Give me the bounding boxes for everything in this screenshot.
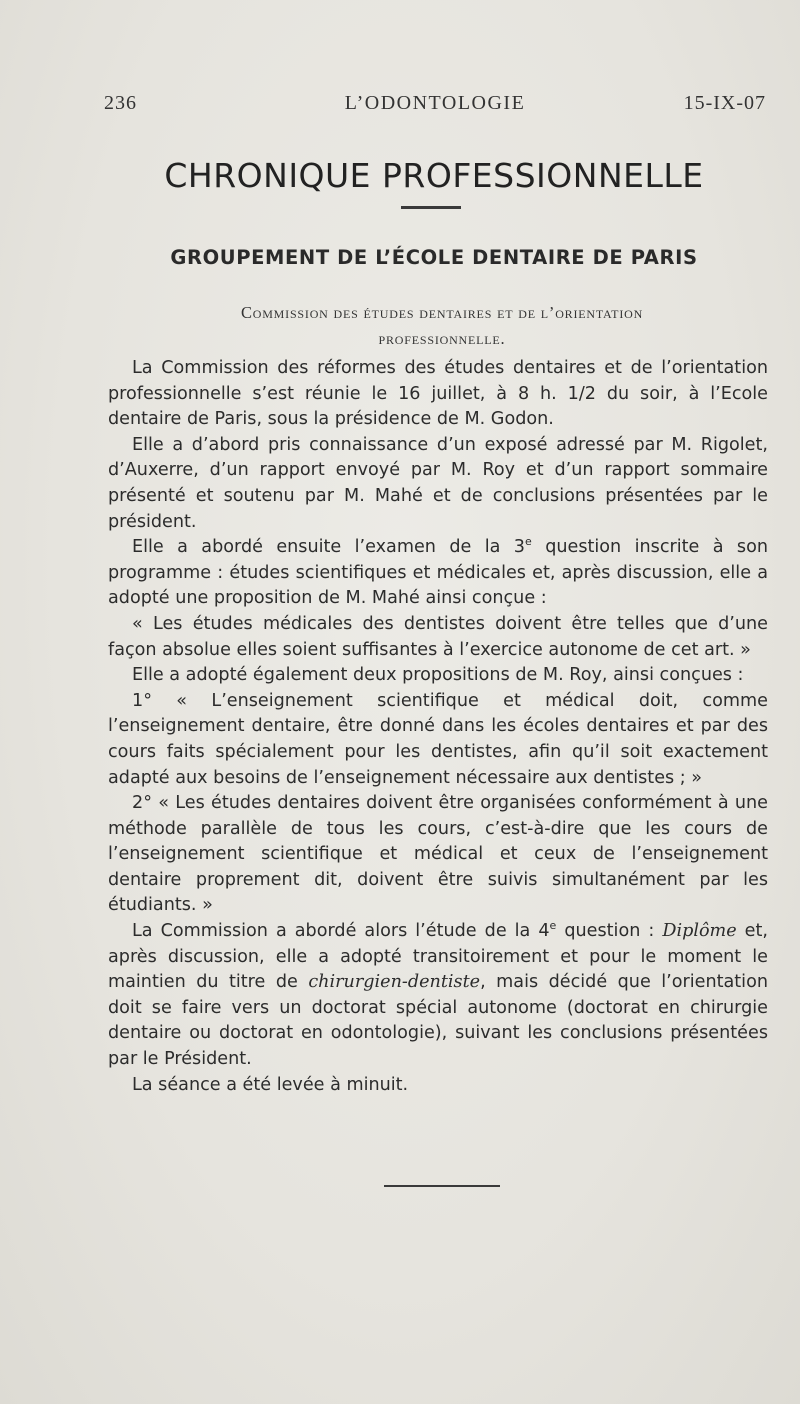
journal-title: L’ODONTOLOGIE <box>344 92 526 114</box>
end-rule <box>384 1185 500 1187</box>
paragraph-3-b: question inscrite à son programme : études scientifiques et médicales et, après discussion, elle a adopté une proposition de M. Mahé ainsi conçue : <box>108 537 769 609</box>
paragraph-8-b: question : <box>556 921 663 942</box>
section-title: CHRONIQUE PROFESSIONNELLE <box>164 156 704 195</box>
article-body <box>108 356 768 1098</box>
commission-heading-line1: Commission des études dentaires et de l’orientation <box>240 303 644 322</box>
paragraph-6-proposition-1 <box>108 689 768 791</box>
ordinal-sup: e <box>525 535 532 549</box>
commission-heading-line2: professionnelle. <box>378 329 506 348</box>
subsection-title: GROUPEMENT DE L’ÉCOLE DENTAIRE DE PARIS <box>170 246 698 269</box>
paragraph-3-a: Elle a abordé ensuite l’examen de la 3 <box>132 537 526 558</box>
italic-diplome: Diplôme <box>662 921 737 942</box>
proposition-text: « L’enseignement scientifique et médical doit, comme l’enseignement dentaire, être donné dans les écoles dentaires et par des cours faits spécialement pour les dentistes, afin qu’il soit exactement adapté aux besoins de l’enseignement nécessaire aux dentistes ; » <box>108 690 768 788</box>
proposition-text: « Les études dentaires doivent être organisées conformément à une méthode parallèle de tous les cours, c’est-à-dire que les cours de l’enseignement scientifique et médical et ceux de l’enseignement dentaire proprement dit, doivent être suivis simultanément par les étudiants. » <box>108 793 768 916</box>
paragraph-8-c: et, après discussion, elle a adopté transitoirement et pour le moment le maintien du titre de <box>108 921 768 993</box>
italic-chirurgien-dentiste: chirurgien-dentiste <box>308 972 481 993</box>
paragraph-8-a: La Commission a abordé alors l’étude de la 4 <box>132 921 550 942</box>
title-divider <box>401 206 461 209</box>
proposition-number: 1° <box>132 690 152 711</box>
paragraph-4-quote: « Les études médicales des dentistes doivent être telles que d’une façon absolue elles soient suffisantes à l’exercice autonome de cet art. » <box>108 613 768 660</box>
paragraph-5: Elle a adopté également deux propositions de M. Roy, ainsi conçues : <box>132 665 744 686</box>
paragraph-2: Elle a d’abord pris connaissance d’un exposé adressé par M. Rigolet, d’Auxerre, d’un rapport envoyé par M. Roy et d’un rapport sommaire présenté et soutenu par M. Mahé et de conclusions présentées par le président. <box>108 434 768 532</box>
paragraph-1: La Commission des réformes des études dentaires et de l’orientation professionnelle s’est réunie le 16 juillet, à 8 h. 1/2 du soir, à l’Ecole dentaire de Paris, sous la présidence de M. Godon. <box>108 358 768 430</box>
page-number: 236 <box>104 92 137 114</box>
paragraph-8-d: , mais décidé que l’orientation doit se faire vers un doctorat spécial autonome (doctorat en chirurgie dentaire ou doctorat en odontologie), suivant les conclusions présentées par le Président. <box>108 972 768 1070</box>
running-head <box>104 92 766 122</box>
proposition-number: 2° <box>132 793 152 814</box>
ordinal-sup: e <box>549 919 557 933</box>
paragraph-9: La séance a été levée à minuit. <box>132 1074 409 1095</box>
commission-heading <box>112 300 772 352</box>
paragraph-8 <box>108 919 768 1073</box>
paragraph-7-proposition-2 <box>108 791 768 919</box>
paragraph-3 <box>108 535 768 612</box>
issue-date: 15-IX-07 <box>683 92 766 114</box>
